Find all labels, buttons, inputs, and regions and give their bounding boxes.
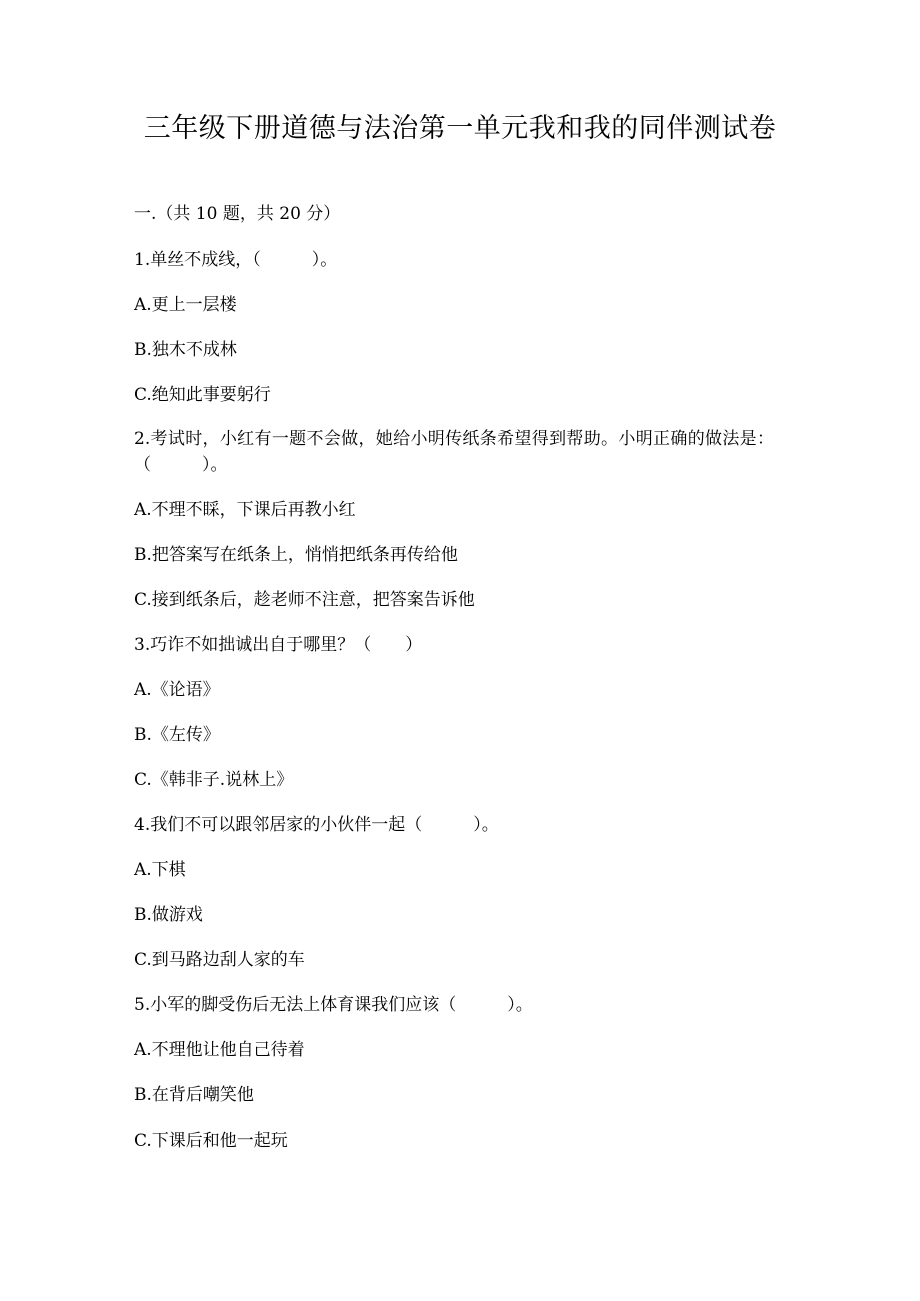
question-5-stem: 5.小军的脚受伤后无法上体育课我们应该（ ）。 (134, 995, 533, 1015)
question-1-option-a: A.更上一层楼 (134, 295, 237, 315)
question-2-stem: 2.考试时，小红有一题不会做，她给小明传纸条希望得到帮助。小明正确的做法是：（ ）。 (134, 429, 774, 475)
question-2-option-b: B.把答案写在纸条上，悄悄把纸条再传给他 (134, 545, 458, 565)
question-1-stem: 1.单丝不成线，（ ）。 (134, 250, 338, 270)
question-3-option-b: B.《左传》 (134, 725, 220, 745)
question-1-option-c: C.绝知此事要躬行 (134, 385, 271, 405)
question-5-option-b: B.在背后嘲笑他 (134, 1085, 254, 1105)
question-5-option-a: A.不理他让他自己待着 (134, 1040, 305, 1060)
question-4-option-b: B.做游戏 (134, 905, 203, 925)
question-3-option-a: A.《论语》 (134, 680, 220, 700)
question-2-option-a: A.不理不睬，下课后再教小红 (134, 500, 356, 520)
page-title: 三年级下册道德与法治第一单元我和我的同伴测试卷 (143, 113, 777, 144)
question-2-option-c: C.接到纸条后，趁老师不注意，把答案告诉他 (134, 590, 475, 610)
question-4-stem: 4.我们不可以跟邻居家的小伙伴一起（ ）。 (134, 815, 499, 835)
question-1-option-b: B.独木不成林 (134, 340, 237, 360)
section-header: 一.（共 10 题，共 20 分） (134, 204, 341, 224)
question-3-option-c: C.《韩非子.说林上》 (134, 770, 294, 790)
question-4-option-c: C.到马路边刮人家的车 (134, 950, 305, 970)
question-3-stem: 3.巧诈不如拙诚出自于哪里？（ ） (134, 635, 423, 655)
question-4-option-a: A.下棋 (134, 860, 186, 880)
question-5-option-c: C.下课后和他一起玩 (134, 1131, 288, 1151)
